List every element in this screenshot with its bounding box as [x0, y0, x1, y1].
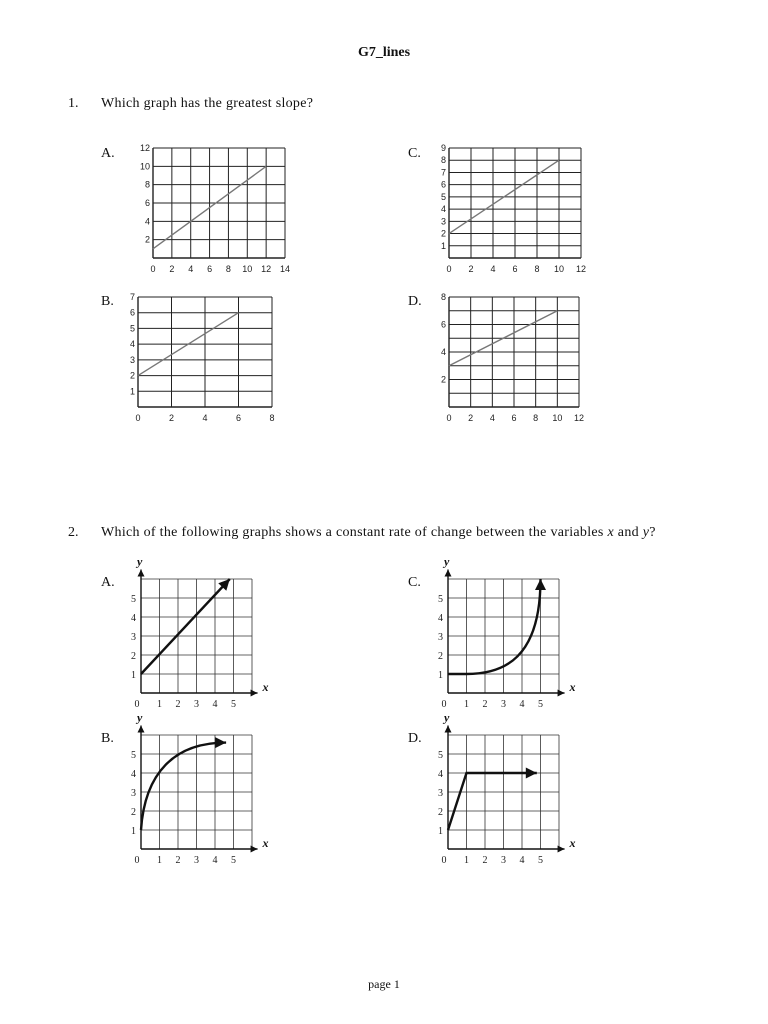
y-axis-label: y — [444, 554, 450, 569]
y-axis-label: y — [444, 710, 450, 725]
y-tick-label: 6 — [144, 198, 150, 208]
x-tick-label: 6 — [512, 264, 518, 274]
q2-option-d-graph — [432, 710, 582, 876]
q1-option-c-graph — [433, 140, 593, 280]
y-tick-label: 4 — [129, 339, 135, 350]
page-title: G7_lines — [357, 45, 411, 60]
x-tick-label: 2 — [168, 413, 175, 423]
graph-curve — [141, 579, 230, 674]
x-tick-label: 2 — [482, 699, 488, 710]
y-tick-label: 2 — [144, 234, 150, 245]
x-tick-label: 2 — [482, 855, 488, 866]
x-tick-label: 1 — [157, 699, 162, 710]
y-tick-label: 3 — [131, 788, 136, 799]
y-tick-label: 5 — [438, 594, 443, 605]
question-1-text: Which graph has the greatest slope? — [101, 96, 314, 111]
y-axis-label: y — [137, 710, 143, 725]
x-tick-label: 1 — [157, 855, 162, 866]
x-tick-label: 6 — [511, 413, 517, 423]
y-tick-label: 4 — [131, 613, 136, 624]
x-axis-label: x — [262, 836, 269, 850]
x-tick-label: 2 — [468, 413, 474, 423]
y-tick-label: 6 — [129, 307, 135, 318]
x-tick-label: 2 — [175, 855, 181, 866]
page-footer: page 1 — [368, 977, 400, 991]
x-tick-label: 2 — [468, 264, 474, 274]
y-tick-label: 1 — [438, 826, 443, 837]
x-tick-label: 10 — [553, 264, 565, 274]
x-tick-label: 12 — [261, 264, 272, 274]
y-tick-label: 8 — [440, 292, 446, 302]
x-tick-label: 5 — [538, 699, 543, 710]
x-tick-label: 3 — [194, 699, 199, 710]
q1-option-b-label: B. — [101, 294, 114, 309]
y-tick-label: 4 — [131, 769, 136, 780]
q2-option-c-graph — [432, 554, 582, 720]
q1-option-d-graph — [433, 289, 593, 429]
q2-option-b-graph — [125, 710, 275, 876]
x-tick-label: 0 — [446, 413, 452, 423]
question-2-text: Which of the following graphs shows a constant rate of change between the variables x and y? — [101, 525, 656, 540]
x-tick-label: 8 — [533, 413, 539, 423]
x-tick-label: 1 — [464, 855, 469, 866]
x-tick-label: 4 — [519, 699, 525, 710]
x-tick-label: 0 — [134, 855, 140, 866]
y-axis-arrow — [445, 726, 452, 733]
graph-curve — [448, 579, 541, 674]
y-tick-label: 2 — [440, 228, 446, 239]
y-tick-label: 2 — [131, 651, 136, 662]
x-axis-label: x — [569, 680, 576, 694]
q2-option-c-label: C. — [408, 575, 421, 590]
x-tick-label: 4 — [489, 413, 495, 423]
y-tick-label: 1 — [129, 386, 135, 397]
x-tick-label: 0 — [134, 699, 140, 710]
x-axis-label: x — [569, 836, 576, 850]
y-tick-label: 1 — [440, 240, 446, 251]
y-tick-label: 6 — [440, 319, 446, 330]
y-tick-label: 5 — [129, 323, 135, 334]
x-tick-label: 4 — [212, 699, 218, 710]
y-tick-label: 5 — [440, 191, 446, 202]
x-tick-label: 3 — [501, 855, 506, 866]
x-tick-label: 6 — [207, 264, 213, 274]
y-tick-label: 3 — [438, 632, 443, 643]
y-tick-label: 8 — [440, 155, 446, 166]
y-tick-label: 1 — [131, 670, 136, 681]
y-tick-label: 7 — [440, 167, 446, 178]
y-tick-label: 1 — [131, 826, 136, 837]
x-tick-label: 14 — [279, 264, 291, 274]
x-axis-arrow — [251, 690, 258, 697]
x-tick-label: 4 — [212, 855, 218, 866]
question-1-number: 1. — [68, 96, 79, 111]
y-tick-label: 5 — [438, 750, 443, 761]
x-tick-label: 4 — [519, 855, 525, 866]
x-axis-arrow — [251, 846, 258, 853]
y-axis-arrow — [445, 570, 452, 577]
x-tick-label: 6 — [235, 413, 242, 423]
y-tick-label: 12 — [139, 143, 150, 153]
x-tick-label: 3 — [501, 699, 506, 710]
y-tick-label: 5 — [131, 594, 136, 605]
x-tick-label: 0 — [441, 699, 447, 710]
y-tick-label: 2 — [129, 370, 135, 381]
y-tick-label: 7 — [129, 292, 135, 302]
y-tick-label: 10 — [139, 161, 150, 172]
y-tick-label: 9 — [440, 143, 446, 153]
x-tick-label: 4 — [202, 413, 208, 423]
x-axis-label: x — [262, 680, 269, 694]
y-tick-label: 4 — [438, 613, 443, 624]
x-tick-label: 4 — [490, 264, 496, 274]
x-tick-label: 2 — [169, 264, 175, 274]
y-tick-label: 4 — [438, 769, 443, 780]
y-tick-label: 3 — [129, 354, 135, 365]
x-tick-label: 5 — [231, 855, 236, 866]
x-tick-label: 5 — [231, 699, 236, 710]
q1-option-a-label: A. — [101, 146, 115, 161]
x-tick-label: 8 — [269, 413, 275, 423]
y-tick-label: 2 — [438, 807, 443, 818]
y-tick-label: 2 — [440, 374, 446, 385]
y-axis-arrow — [138, 726, 145, 733]
question-2-number: 2. — [68, 525, 79, 540]
graph-arrowhead — [215, 737, 226, 748]
x-tick-label: 12 — [575, 264, 587, 274]
y-tick-label: 2 — [438, 651, 443, 662]
q1-option-c-label: C. — [408, 146, 421, 161]
y-tick-label: 3 — [438, 788, 443, 799]
x-axis-arrow — [558, 846, 565, 853]
y-tick-label: 3 — [131, 632, 136, 643]
y-tick-label: 4 — [440, 204, 446, 215]
y-tick-label: 8 — [144, 179, 150, 190]
x-tick-label: 0 — [446, 264, 452, 274]
y-tick-label: 1 — [438, 670, 443, 681]
q1-option-b-graph — [124, 289, 284, 429]
y-tick-label: 4 — [144, 216, 150, 227]
x-tick-label: 12 — [573, 413, 585, 423]
q1-option-d-label: D. — [408, 294, 422, 309]
y-tick-label: 3 — [440, 216, 446, 227]
y-tick-label: 5 — [131, 750, 136, 761]
y-tick-label: 4 — [440, 347, 446, 357]
y-axis-arrow — [138, 570, 145, 577]
x-tick-label: 0 — [135, 413, 141, 423]
q1-option-a-graph — [135, 140, 295, 280]
graph-arrowhead — [535, 579, 546, 590]
q2-option-a-label: A. — [101, 575, 115, 590]
x-tick-label: 10 — [552, 413, 563, 423]
graph-arrowhead — [526, 768, 537, 779]
x-tick-label: 0 — [441, 855, 447, 866]
x-tick-label: 8 — [225, 264, 231, 274]
x-tick-label: 3 — [194, 855, 199, 866]
x-tick-label: 4 — [188, 264, 194, 274]
x-axis-arrow — [558, 690, 565, 697]
y-axis-label: y — [137, 554, 143, 569]
q2-option-d-label: D. — [408, 731, 422, 746]
graph-curve — [141, 743, 226, 830]
q2-option-a-graph — [125, 554, 275, 720]
x-tick-label: 8 — [534, 264, 540, 274]
x-tick-label: 1 — [464, 699, 469, 710]
y-tick-label: 6 — [440, 179, 446, 190]
graph-curve — [448, 773, 537, 830]
q2-option-b-label: B. — [101, 731, 114, 746]
x-tick-label: 2 — [175, 699, 181, 710]
x-tick-label: 0 — [150, 264, 156, 274]
x-tick-label: 10 — [242, 264, 253, 274]
x-tick-label: 5 — [538, 855, 543, 866]
y-tick-label: 2 — [131, 807, 136, 818]
